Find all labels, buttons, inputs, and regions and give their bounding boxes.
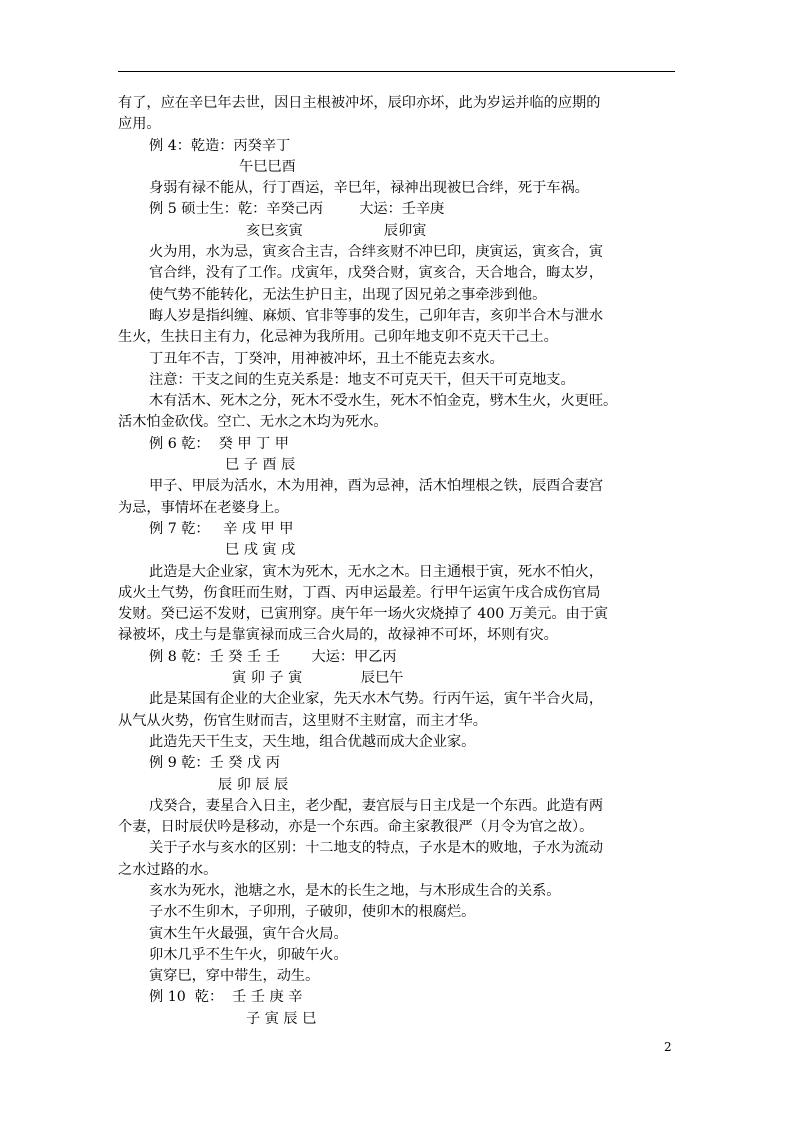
text-line: 火为用，水为忌，寅亥合主吉，合绊亥财不冲巳印，庚寅运，寅亥合，寅 bbox=[149, 244, 604, 261]
text-line: 成火土气势，伤食旺而生财，丁酉、丙申运最差。行甲午运寅午戌合成伤官局 bbox=[118, 584, 601, 601]
chart-branches: 午巳巳酉 bbox=[239, 158, 296, 175]
example-heading: 例 10 乾： 壬 壬 庚 辛 bbox=[149, 989, 303, 1006]
text-line: 关于子水与亥水的区别：十二地支的特点，子水是木的败地，子水为流动 bbox=[149, 840, 604, 857]
text-line: 生火，生扶日主有力，化忌神为我所用。己卯年地支卯不克天干己土。 bbox=[118, 329, 558, 346]
example-heading: 例 5 硕士生：乾：辛癸己丙 大运：壬辛庚 bbox=[149, 201, 445, 218]
chart-branches: 寅 卯 子 寅 辰巳午 bbox=[232, 670, 404, 687]
chart-branches: 巳 子 酉 辰 bbox=[225, 457, 296, 474]
text-line: 此造是大企业家，寅木为死木，无水之木。日主通根于寅，死水不怕火， bbox=[149, 563, 604, 580]
example-heading: 例 7 乾： 辛 戌 甲 甲 bbox=[149, 520, 294, 537]
chart-branches: 子 寅 辰 巳 bbox=[246, 1010, 317, 1027]
example-heading: 例 6 乾： 癸 甲 丁 甲 bbox=[149, 435, 289, 452]
chart-branches: 巳 戌 寅 戌 bbox=[225, 542, 296, 559]
document-body bbox=[118, 93, 678, 1030]
text-line: 个妻，日时辰伏吟是移动，亦是一个东西。命主家教很严（月令为官之故）。 bbox=[118, 819, 594, 836]
text-line: 注意：干支之间的生克关系是：地支不可克天干，但天干可克地支。 bbox=[149, 371, 575, 388]
text-line: 官合绊，没有了工作。戊寅年，戊癸合财，寅亥合，天合地合，晦太岁， bbox=[149, 265, 604, 282]
text-line: 卯木几乎不生午火，卯破午火。 bbox=[149, 946, 348, 963]
text-line: 寅木生午火最强，寅午合火局。 bbox=[149, 925, 348, 942]
header-rule bbox=[118, 71, 675, 72]
text-line: 丁丑年不吉，丁癸冲，用神被冲坏，丑土不能克去亥水。 bbox=[149, 350, 504, 367]
text-line: 身弱有禄不能从，行丁酉运，辛巳年，禄神出现被巳合绊，死于车祸。 bbox=[149, 180, 589, 197]
text-line: 之水过路的水。 bbox=[118, 861, 218, 878]
text-line: 有了，应在辛巳年去世，因日主根被冲坏，辰印亦坏，此为岁运并临的应期的 bbox=[118, 95, 601, 111]
page-number: 2 bbox=[664, 1040, 672, 1054]
text-line: 发财。癸已运不发财，已寅刑穿。庚午年一场火灾烧掉了 400 万美元。由于寅 bbox=[118, 606, 609, 623]
text-line: 亥水为死水，池塘之水，是木的长生之地，与木形成生合的关系。 bbox=[149, 882, 561, 899]
chart-branches: 亥巳亥寅 辰卯寅 bbox=[246, 222, 427, 239]
text-line: 子水不生卯木，子卯刑，子破卯，使卯木的根腐烂。 bbox=[149, 904, 476, 921]
text-line: 甲子、甲辰为活水，木为用神，酉为忌神，活木怕埋根之铁，辰酉合妻宫 bbox=[149, 478, 604, 495]
example-heading: 例 9 乾：壬 癸 戊 丙 bbox=[149, 755, 280, 772]
example-heading: 例 4：乾造：丙癸辛丁 bbox=[149, 137, 291, 154]
text-line: 为忌，事情坏在老婆身上。 bbox=[118, 499, 289, 516]
chart-branches: 辰 卯 辰 辰 bbox=[218, 776, 289, 793]
example-heading: 例 8 乾：壬 癸 壬 壬 大运：甲乙丙 bbox=[149, 648, 397, 665]
text-line: 从气从火势，伤官生财而吉，这里财不主财富，而主才华。 bbox=[118, 712, 487, 729]
text-line: 此是某国有企业的大企业家，先天水木气势。行丙午运，寅午半合火局， bbox=[149, 691, 604, 708]
text-line: 此造先天干生支，天生地，组合优越而成大企业家。 bbox=[149, 733, 476, 750]
text-line: 活木怕金砍伐。空亡、无水之木均为死水。 bbox=[118, 414, 388, 431]
text-line: 木有活木、死木之分，死木不受水生，死木不怕金克，劈木生火，火更旺。 bbox=[149, 393, 618, 410]
text-line: 使气势不能转化，无法生护日主，出现了因兄弟之事牵涉到他。 bbox=[149, 286, 547, 303]
text-line: 应用。 bbox=[118, 116, 161, 133]
text-line: 寅穿巳，穿中带生，动生。 bbox=[149, 968, 320, 985]
text-line: 禄被坏，戌土与是靠寅禄而成三合火局的，故禄神不可坏，坏则有灾。 bbox=[118, 627, 558, 644]
text-line: 晦人岁是指纠缠、麻烦、官非等事的发生，己卯年吉，亥卯半合木与泄水 bbox=[149, 307, 604, 324]
text-line: 戊癸合，妻星合入日主，老少配，妻宫辰与日主戊是一个东西。此造有两 bbox=[149, 797, 604, 814]
